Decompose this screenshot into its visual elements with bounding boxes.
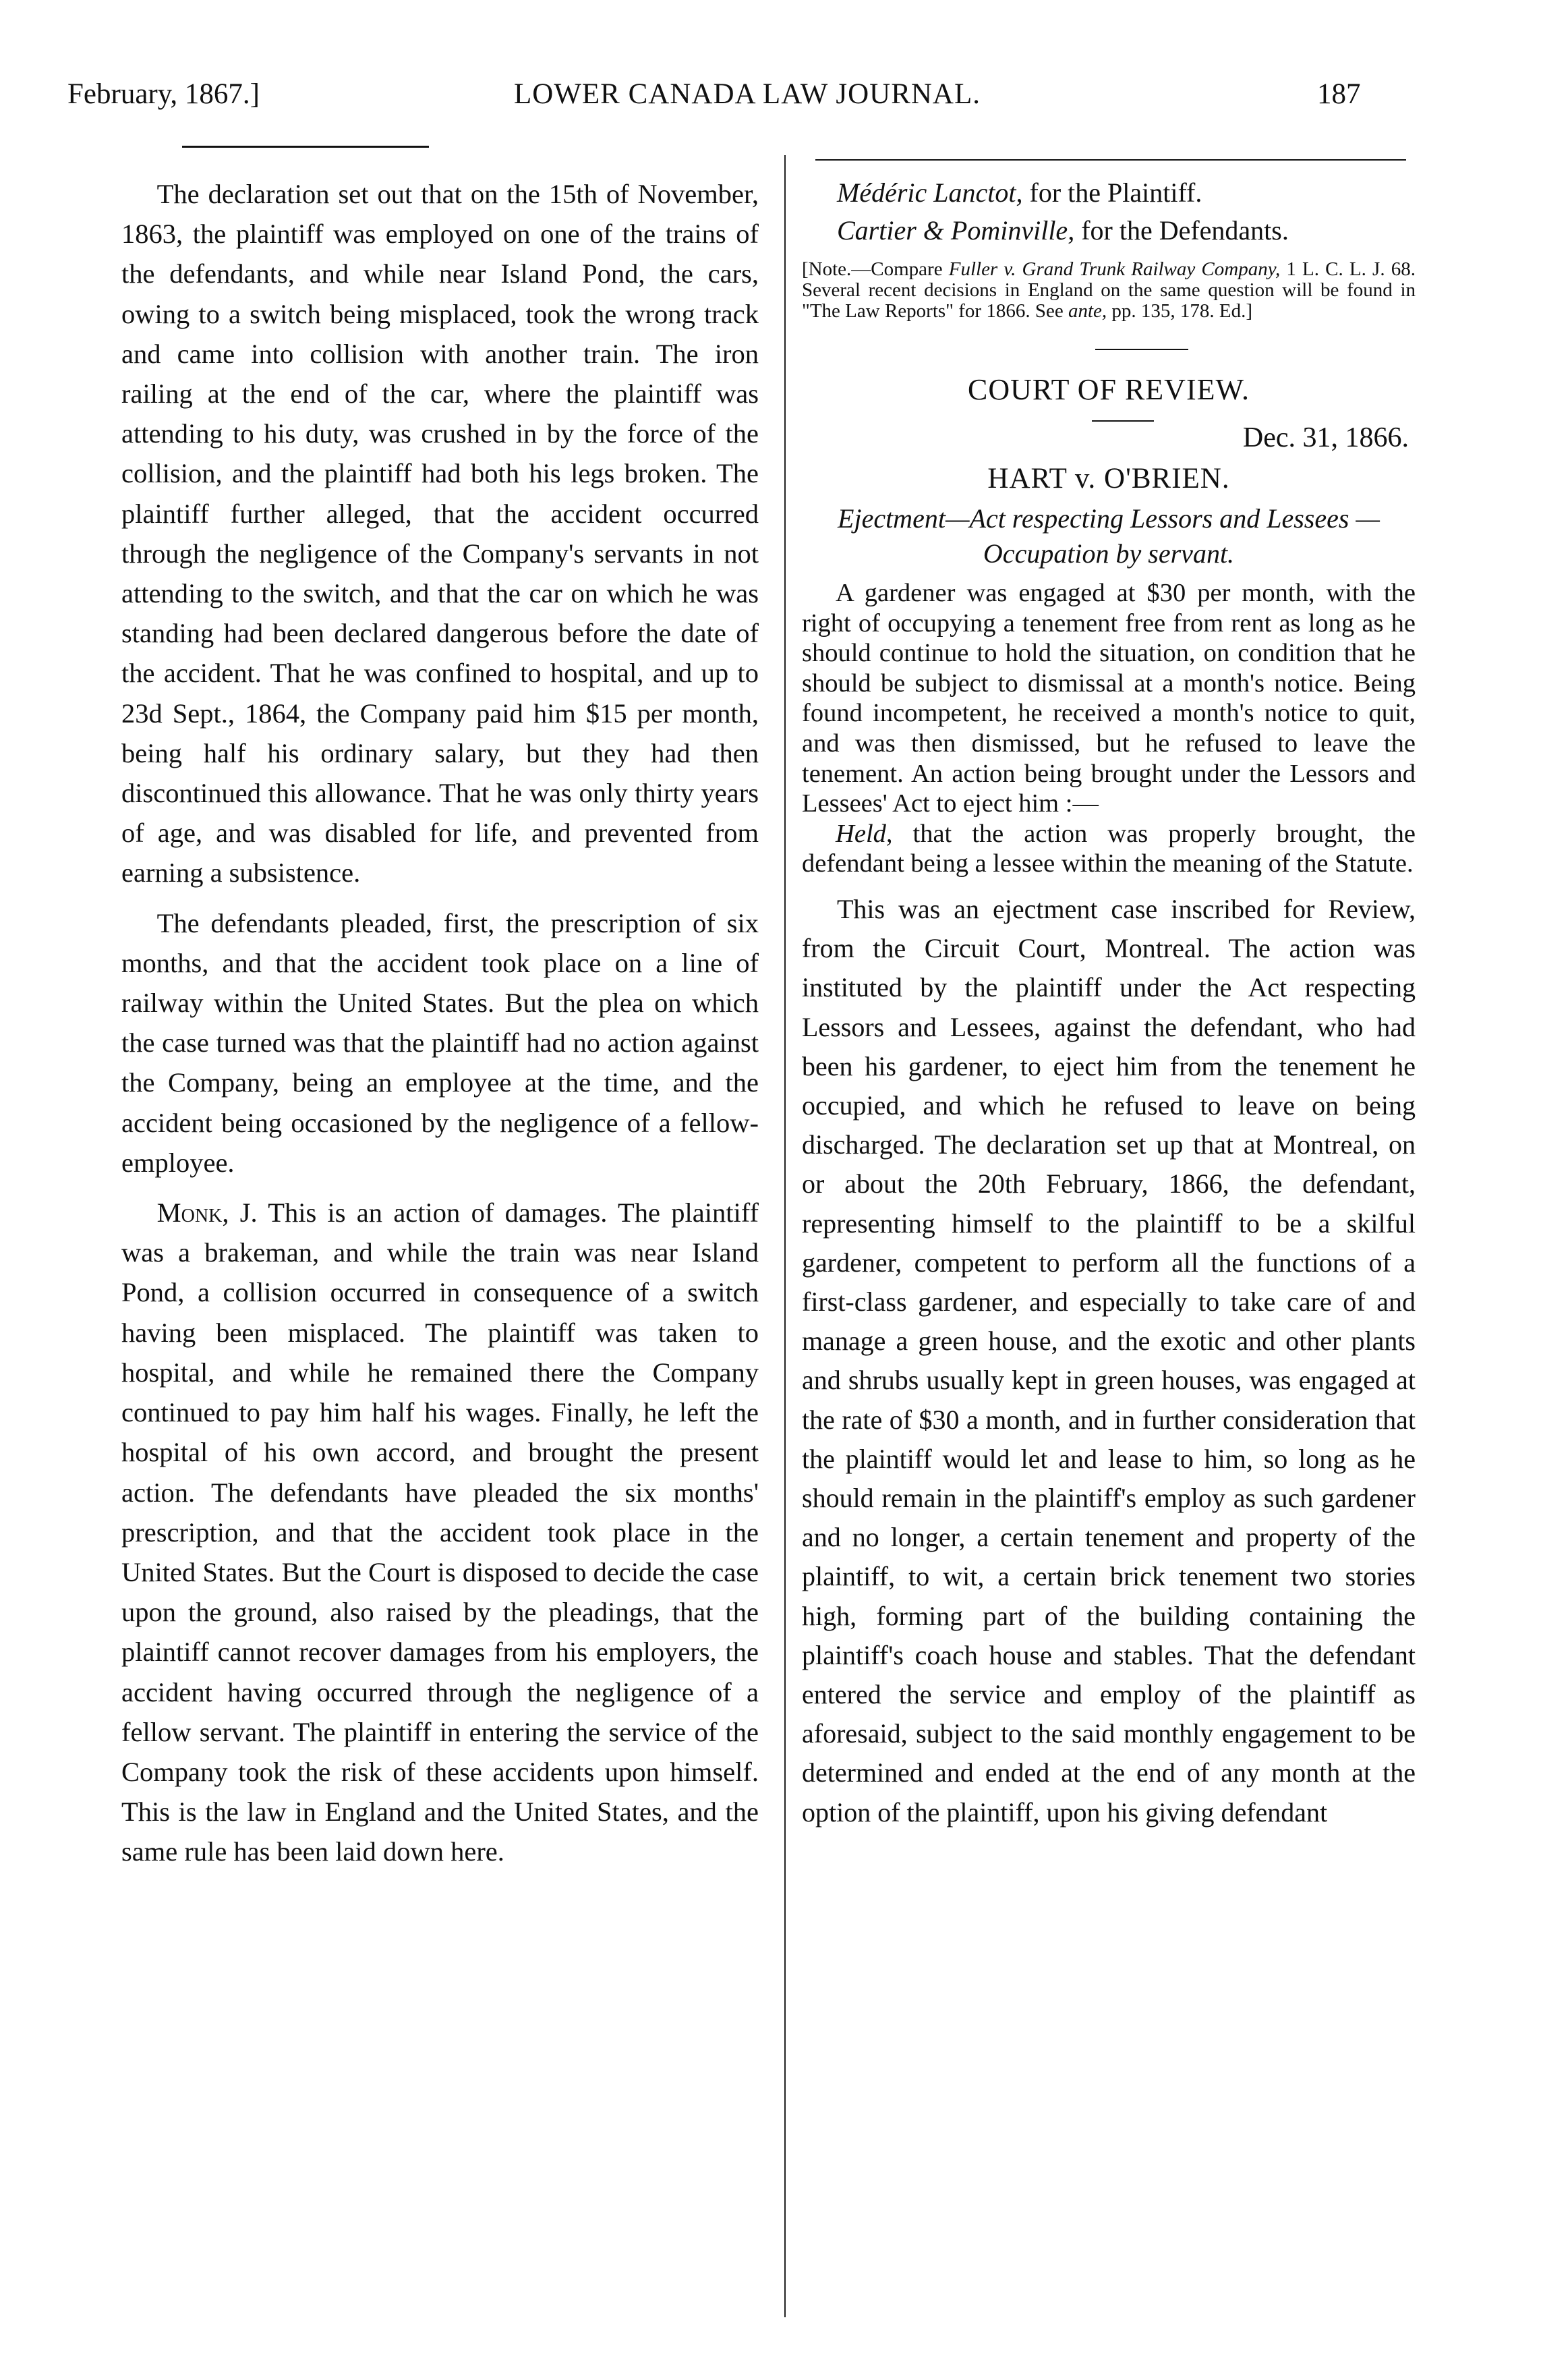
- held-text: that the action was properly brought, the defendant being a lessee within the meaning of the Statute.: [802, 819, 1416, 878]
- held-label: Held,: [836, 819, 893, 848]
- note-ante: ante,: [1068, 300, 1107, 322]
- judgment-text: This is an action of damages. The plaintiff was a brakeman, and while the train was near Island Pond, a collision occurred in consequence of a switch having been misplaced. The plaintiff was taken to hospital, and while he remained there the Company continued to pay him half his wages. Finally, he left the hospital of his own accord, and brought the present action. The defendants have pleaded the six months' prescription, and that the accident took place in the United States. But the Court is disposed to decide the case upon the ground, also raised by the pleadings, that the plaintiff cannot recover damages from his employers, the accident having occurred through the negligence of a fellow servant. The plaintiff in entering the service of the Company took the risk of these accidents upon himself. This is the law in England and the United States, and the same rule has been laid down here.: [121, 1197, 759, 1867]
- page-number: 187: [1317, 78, 1361, 110]
- column-divider: [784, 155, 786, 2317]
- header-rule-left: [182, 146, 429, 148]
- counsel-defendants-name: Cartier & Pominville,: [837, 215, 1075, 246]
- court-heading: COURT OF REVIEW.: [968, 373, 1250, 406]
- counsel-plaintiff-role: for the Plaintiff.: [1029, 177, 1202, 208]
- pleading-paragraph: The defendants pleaded, first, the prescription of six months, and that the accident took place on a line of railway within the United States. But the plea on which the case turned was that the plaintiff had no action against the Company, being an employee at the time, and the accident being occasioned by the negligence of a fellow-employee.: [121, 907, 759, 1178]
- running-head-date: February, 1867.]: [67, 78, 260, 110]
- header-rule-right: [815, 159, 1406, 161]
- note-case-name: Fuller v. Grand Trunk Railway Company,: [948, 258, 1281, 280]
- left-column: [121, 174, 759, 1872]
- section-rule: [1095, 349, 1188, 350]
- running-head-title: LOWER CANADA LAW JOURNAL.: [514, 78, 981, 110]
- counsel-plaintiff: [802, 174, 1416, 212]
- note-close: pp. 135, 178. Ed.]: [1107, 300, 1253, 322]
- headnote: A gardener was engaged at $30 per month, with the right of occupying a tenement free from rent as long as he should continue to hold the situation, on condition that he should be subject to dismissal at a month's notice. Being found incompetent, he received a month's notice to quit, and was then dismissed, but he refused to leave the tenement. An action being brought under the Lessors and Lessees' Act to eject him :—: [802, 579, 1416, 818]
- case-subject: Ejectment—Act respecting Lessors and Lessees —Occupation by servant.: [838, 503, 1380, 569]
- declaration-paragraph: The declaration set out that on the 15th of November, 1863, the plaintiff was employed on one of the trains of the defendants, and while near Island Pond, the cars, owing to a switch being misplaced, took the wrong track and came into collision with another train. The iron railing at the end of the car, where the plaintiff was attending to his duty, was crushed in by the force of the collision, and the plaintiff had both his legs broken. The plaintiff further alleged, that the accident occurred through the negligence of the Company's servants in not attending to the switch, and that the car on which he was standing had been declared dangerous before the date of the accident. That he was confined to hospital, and up to 23d Sept., 1864, the Company paid him $15 per month, being half his ordinary salary, but they had then discontinued this allowance. That he was only thirty years of age, and was disabled for life, and prevented from earning a subsistence.: [121, 179, 759, 888]
- judgment-paragraph: [121, 1193, 759, 1871]
- case-body: This was an ejectment case inscribed for Review, from the Circuit Court, Montreal. The action was instituted by the plaintiff under the Act respecting Lessors and Lessees, against the defendant, who had been his gardener, to eject him from the tenement he occupied, and which he refused to leave on being discharged. The declaration set up that at Montreal, on or about the 20th February, 1866, the defendant, representing himself to the plaintiff to be a skilful gardener, competent to perform all the functions of a first-class gardener, and especially to take care of and manage a green house, and the exotic and other plants and shrubs usually kept in green houses, was engaged at the rate of $30 a month, and in further consideration that the plaintiff would let and lease to him, so long as he should remain in the plaintiff's employ as such gardener and no longer, a certain tenement and property of the plaintiff, to wit, a certain brick tenement two stories high, forming part of the building containing the plaintiff's coach house and stables. That the defendant entered the service and employ of the plaintiff as aforesaid, subject to the said monthly engagement to be determined and ended at the end of any month at the option of the plaintiff, upon his giving defendant: [802, 893, 1416, 1828]
- note-text: 1 L. C. L. J. 68. Several recent decisions in England on the same question will be found in "The Law Reports" for 1866. See: [802, 258, 1416, 322]
- right-column: [802, 174, 1416, 1832]
- note-open: [Note.—Compare: [802, 258, 949, 280]
- case-date: Dec. 31, 1866.: [1242, 422, 1409, 453]
- judge-name: Monk, J.: [156, 1197, 258, 1228]
- counsel-defendants: [802, 212, 1416, 250]
- counsel-plaintiff-name: Médéric Lanctot,: [837, 177, 1023, 208]
- case-title: HART v. O'BRIEN.: [987, 463, 1230, 494]
- held-statement: [802, 819, 1416, 879]
- counsel-defendants-role: for the Defendants.: [1081, 215, 1289, 246]
- editor-note: [802, 259, 1416, 322]
